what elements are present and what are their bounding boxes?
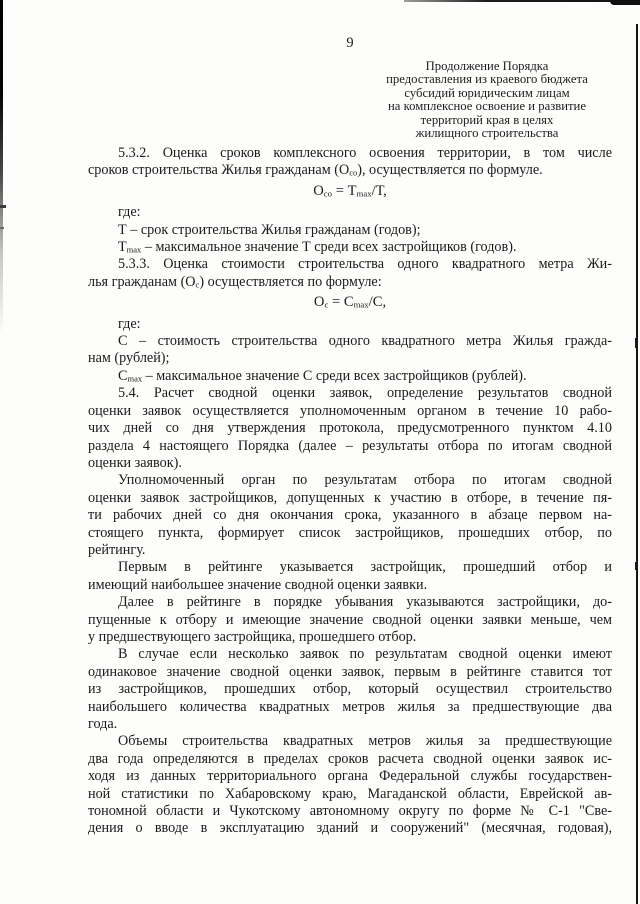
text-line: где: (118, 204, 141, 221)
scan-artifact-top-edge (404, 0, 640, 2)
text-line: дения о вводе в эксплуатацию зданий и сооружений" (месячная, годовая), (88, 820, 612, 837)
text-line: одинаковое значение сводной оценки заявок, первым в рейтинге ставится тот (88, 663, 612, 680)
text-line: два года определяются в пределах сроков расчета сводной оценки заявок ис- (88, 750, 612, 767)
text-line: стоящего пункта, формирует список застройщиков, прошедших отбор, по (88, 524, 612, 541)
formula: $О_{со} = Т_{max}/Т$, (313, 182, 387, 199)
text-line: С – стоимость строительства одного квадратного метра Жилья гражда- (118, 333, 612, 350)
formula: $О_с = С_{max}/С$, (313, 294, 387, 311)
scan-artifact-right-edge (636, 24, 638, 904)
text-line: 5.4. Расчет сводной оценки заявок, определение результатов сводной (118, 385, 612, 402)
header-line: территорий края в целях (420, 112, 554, 127)
text-line: наибольшего количества квадратных метров жилья за предшествующие два (88, 698, 612, 715)
text-line: ной статистики по Хабаровскому краю, Магаданской области, Еврейской ав- (88, 785, 612, 802)
text-line: $С_{max}$ – максимальное значение С среди всех застройщиков (рублей). (118, 367, 527, 384)
text-line: рейтингу. (88, 541, 146, 558)
paragraph (88, 472, 612, 559)
paragraph (88, 559, 612, 594)
text-line: оценки заявок). (88, 454, 182, 471)
text-line: нам (рублей); (88, 350, 170, 367)
paragraph (88, 385, 612, 472)
text-line: из застройщиков, прошедших отбор, который осуществил строительство (88, 681, 612, 698)
text-line: тономной области и Чукотскому автономному округу по форме № С-1 "Све- (88, 803, 612, 820)
header-line: Продолжение Порядка (425, 59, 549, 73)
scan-artifact-right-nub (635, 562, 638, 570)
text-line: В случае если несколько заявок по результатам сводной оценки имеют (118, 646, 612, 663)
text-line: Первым в рейтинге указывается застройщик, прошедший отбор и (118, 559, 612, 576)
scan-artifact-left-tick (0, 205, 6, 208)
text-line: имеющий наибольшее значение сводной оценки заявки. (88, 576, 428, 593)
text-line: Т – срок строительства Жилья гражданам (годов); (118, 221, 421, 238)
paragraph (88, 316, 612, 333)
scan-artifact-right-nub (635, 338, 638, 348)
page-number: 9 (346, 35, 354, 51)
document-body (88, 145, 612, 838)
text-line: $Т_{max}$ – максимальное значение Т среди всех застройщиков (годов). (118, 239, 517, 256)
text-line: года. (88, 716, 118, 732)
paragraph (88, 594, 612, 646)
paragraph (88, 368, 612, 385)
paragraph (88, 256, 612, 291)
header-line: жилищного строительства (415, 126, 559, 141)
text-line: раздела 4 настоящего Порядка (далее – результаты отбора по итогам сводной (88, 437, 612, 454)
text-line: 5.3.2. Оценка сроков комплексного освоения территории, в том числе (118, 145, 612, 161)
header-line: предоставления из краевого бюджета (386, 72, 588, 87)
text-line: оценки заявок осуществляется уполномоченным органом в течение 10 рабо- (88, 402, 612, 419)
paragraph (88, 333, 612, 368)
scan-artifact-top-right-corner (610, 0, 640, 5)
text-line: чих дней со дня утверждения протокола, предусмотренного пунктом 4.10 (88, 420, 612, 437)
header-line: на комплексное освоение и развитие (388, 99, 586, 114)
paragraph (88, 145, 612, 180)
text-line: Уполномоченный орган по результатам отбора по итогам сводной (118, 472, 612, 489)
text-line: лья гражданам $(О_с)$ осуществляется по формуле: (88, 273, 382, 290)
text-line: ти рабочих дней со дня окончания срока, указанного в абзаце первом на- (88, 507, 612, 524)
scan-artifact-left-tick (0, 227, 4, 229)
scan-artifact-left-edge (0, 0, 3, 335)
paragraph (88, 646, 612, 733)
paragraph (88, 222, 612, 239)
text-line: где: (118, 315, 141, 332)
text-line: сроков строительства Жилья гражданам $(О_{со})$, осуществляется по формуле. (88, 162, 543, 179)
paragraph (88, 204, 612, 221)
text-line: у предшествующего застройщика, прошедшего отбор. (88, 628, 417, 645)
header-line: субсидий юридическим лицам (404, 85, 570, 100)
text-line: 5.3.3. Оценка стоимости строительства одного квадратного метра Жи- (118, 256, 612, 273)
paragraph (88, 239, 612, 256)
text-line: Объемы строительства квадратных метров жилья за предшествующие (118, 733, 612, 750)
paragraph (88, 733, 612, 837)
text-line: ходя из данных территориального органа Федеральной службы государствен- (88, 768, 612, 785)
document-continuation-header (362, 60, 612, 140)
text-line: пущенные к отбору и имеющие значение сводной оценки заявки меньше, чем (88, 611, 612, 628)
text-line: Далее в рейтинге в порядке убывания указываются застройщики, до- (118, 594, 612, 611)
text-line: оценки заявок застройщиков, допущенных к участию в отборе, в течение пя- (88, 489, 612, 506)
